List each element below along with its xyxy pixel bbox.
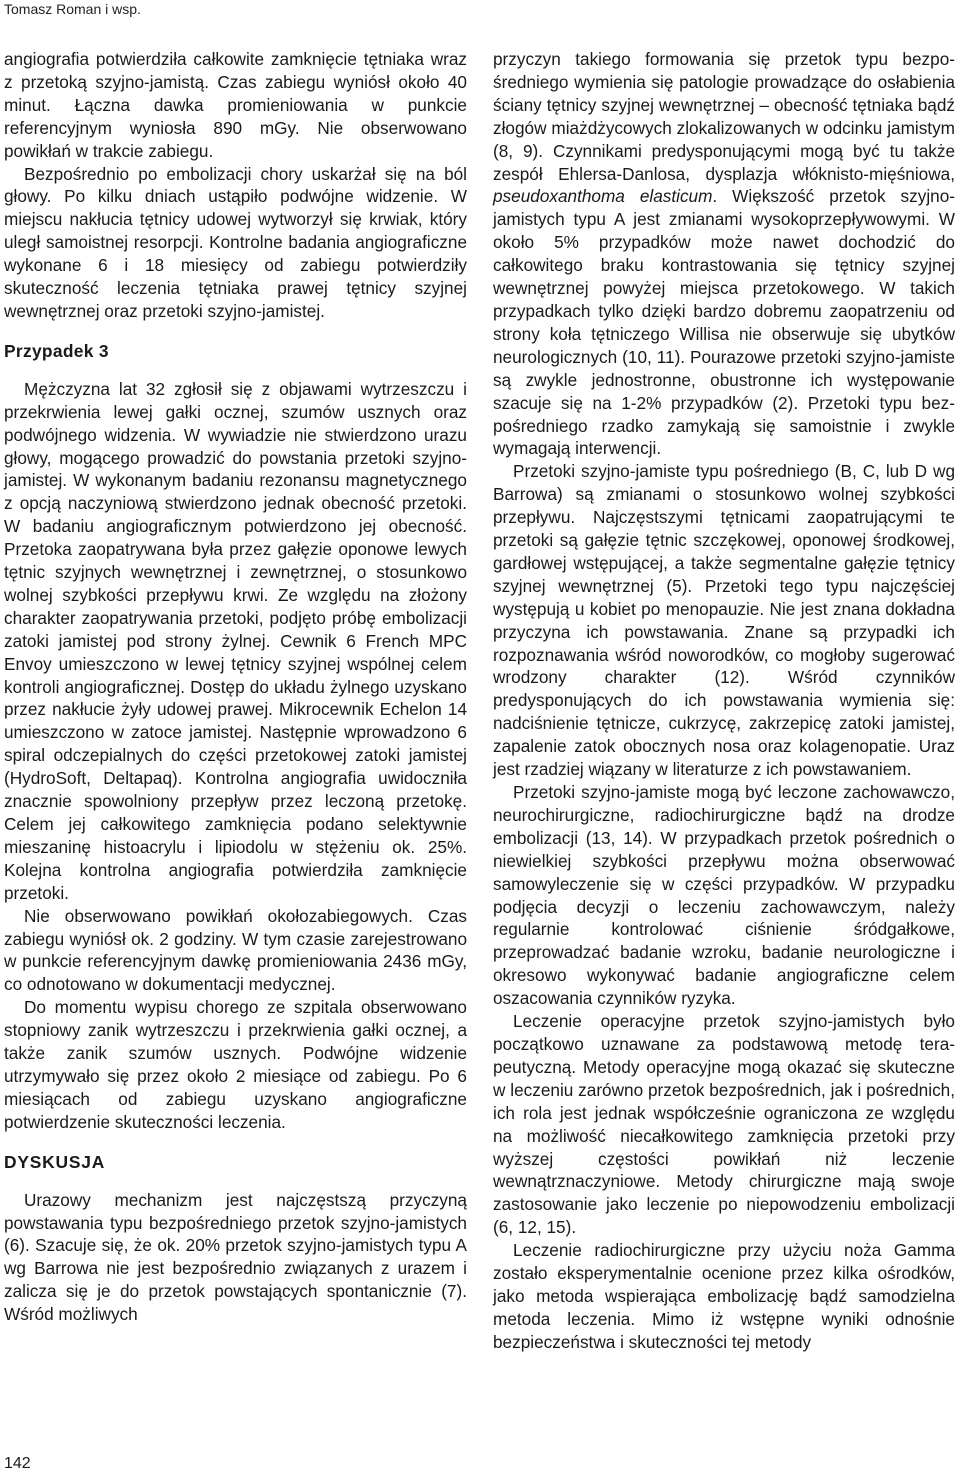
paragraph: Bezpośrednio po embolizacji chory uskarżał się na ból głowy. Po kilku dniach ustąpiło podwójne widzenie. W miejscu nakłucia tętnicy udowej wytworzył się krwiak, który uległ samoistnej resorpcji. Kontrolne badania angiograficzne wykonane 6 i 18 miesięcy od zabiegu potwierdziły skuteczność leczenia tętniaka prawej tętnicy szyjnej wewnętrznej oraz przetoki szyjno-jamistej. [4,163,467,321]
case-heading: Przypadek 3 [4,340,109,361]
right-column [493,48,955,1354]
paragraph: Do momentu wypisu chorego ze szpitala obserwowano stopniowy zanik wytrzeszczu i przekrwienia gałki ocznej, a także zanik szumów usznych. Podwójne widzenie utrzymywało się przez około 2 miesiące od zabiegu. Po 6 miesiącach od zabiegu uzyskano angiograficzne potwierdzenie skuteczności leczenia. [4,997,467,1132]
section-heading: DYSKUSJA [4,1151,106,1172]
paragraph: Przetoki szyjno-jamiste mogą być leczone zachowawczo, neurochirurgiczne, radiochirurgiczne bądź na drodze embolizacji (13, 14). W przypadkach przetok pośrednich o niewielkiej szybkości przepływu można obserwować samowyleczenie się w części przypadków. W przypadku podjęcia decyzji o leczeniu zachowawczym, należy regularnie kontrolować ciśnienie śródgałkowe, przeprowadzać badanie wzroku, badanie neurologiczne i okresowo wykonywać badanie angiograficzne celem oszacowania czynników ryzyka. [493,782,955,1009]
italic-term: pseudoxanthoma elasticum [493,186,713,207]
left-column [4,48,467,1326]
paragraph: Przetoki szyjno-jamiste typu pośredniego (B, C, lub D wg Barrowa) są zmianami o stosunkowo wolnej szybkości przepływu. Najczęstszymi tętnicami zaopatrującymi te przetoki są gałęzie tętnic szczękowej, oponowej środkowej, gardłowej wstępującej, a także segmentalne gałęzie tętnicy szyjnej wewnętrznej (5). Przetoki tego typu najczęściej występują u kobiet po menopauzie. Nie jest znana dokładna przyczyna ich powstawania. Znane są przypadki ich rozpoznawania wśród noworodków, co mogłoby sugerować wrodzony charakter (12). Wśród czynników predysponujących do ich powstawania wymienia się: nadciśnienie tętnicze, cukrzycę, zakrzepicę zatoki jamistej, zapalenie zatok obocznych nosa oraz kolagenopatie. Uraz jest rzadziej wiązany w literaturze z ich powstawaniem. [493,461,955,780]
running-head-authors: Tomasz Roman i wsp. [4,1,141,17]
paragraph: angiografia potwierdziła całkowite zamknięcie tętniaka wraz z przetoką szyjno-jamistą. Czas zabiegu wyniósł około 40 minut. Łączna dawka promieniowania w punkcie referencyjnym wyniosła 890 mGy. Nie obserwowano powikłań w trakcie zabiegu. [4,49,467,161]
paragraph: Leczenie radiochirurgiczne przy użyciu noża Gamma zostało eksperymentalnie ocenione przez kilka ośrodków, jako metoda wspierająca embolizację bądź samodzielna metoda leczenia. Mimo iż wstępne wyniki odnośnie bezpieczeństwa i skuteczności tej metody [493,1240,955,1352]
text-run: . Większość przetok szyjno-jamistych typu A jest zmianami wysokoprzepływowymi. W około 5% przypadków może nawet dochodzić do całkowitego braku kontrastowania się tętnicy szyjnej wewnętrznej powyżej miejsca przetokowego. W takich przypadkach tylko dzięki bardzo dobremu zaopatrzeniu od strony koła tętniczego Willisa nie obserwuje się ubytków neurologicznych (10, 11). Pourazowe przetoki szyjno-jamiste są zwykle jednostronne, obustronne ich występowanie szacuje się na 1-2% przypadków (2). Przetoki typu bezpośredniego rzadko zamykają się samoistnie i zwykle wymagają interwencji. [493,186,955,459]
paragraph: Mężczyzna lat 32 zgłosił się z objawami wytrzeszczu i przekrwienia lewej gałki ocznej, szumów usznych oraz podwójnego widzenia. W wywiadzie nie stwierdzono urazu głowy, mogącego prowadzić do powstania przetoki szyjno-jamistej. W wykonanym badaniu rezonansu magnetycznego z opcją naczyniową stwierdzono jednak obecność przetoki. W badaniu angiograficznym potwierdzono jej obecność. Przetoka zaopatrywana była przez gałęzie oponowe lewych tętnic szyjnych wewnętrznej i zewnętrznej, o stosunkowo wolnej szybkości przepływu krwi. Ze względu na złożony charakter zaopatrywania przetoki, podjęto próbę embolizacji zatoki jamistej pod strony żylnej. Cewnik 6 French MPC Envoy umieszczono w lewej tętnicy szyjnej wspólnej celem kontroli angiograficznej. Dostęp do układu żylnego uzyskano przez nakłucie żyły udowej prawej. Mikrocewnik Echelon 14 umieszczono w zatoce jamistej. Następnie wprowadzono 6 spiral odczepialnych do części przetokowej zatoki jamistej (HydroSoft, Deltapaq). Kontrolna angiografia uwidoczniła znacznie spowolniony przepływ przez leczoną przetokę. Celem jej całkowitego zamknięcia podano selektywnie mieszaninę histoacrylu i lipiodolu w stężeniu ok. 25%. Kolejna kontrolna angiografia potwierdziła zamknięcie przetoki. [4,378,467,903]
paragraph: Leczenie operacyjne przetok szyjno-jamistych było początkowo uznawane za podstawową metodę terapeutyczną. Metody operacyjne mogą okazać się skuteczne w leczeniu zarówno przetok bezpośrednich, jak i pośrednich, ich rola jest jednak współcześnie ograniczona ze względu na możliwość niecałkowitego zamknięcia przetoki przy wyższej częstości powikłań niż leczenie wewnątrznaczyniowe. Metody chirurgiczne mają swoje zastosowanie jako leczenie po niepowodzeniu embolizacji (6, 12, 15). [493,1011,955,1238]
page-number: 142 [4,1455,31,1472]
text-run: przyczyn takiego formowania się przetok typu bezpośredniego wymienia się patologie prowadzące do osłabienia ściany tętnicy szyjnej wewnętrznej – obecność tętniaka bądź złogów miażdżycowych zlokalizowanych w odcinku jamistym (8, 9). Czynnikami predysponującymi mogą być tu także zespół Ehlersa-Danlosa, dysplazja włóknisto-mięśniowa, [493,49,955,184]
paragraph: Urazowy mechanizm jest najczęstszą przyczyną powstawania typu bezpośredniego przetok szyjno-jamistych (6). Szacuje się, że ok. 20% przetok szyjno-jamistych typu A wg Barrowa nie jest bezpośrednio związanych z urazem i zalicza się je do przetok powstających spontanicznie (7). Wśród możliwych [4,1189,467,1325]
paragraph: Nie obserwowano powikłań okołozabiegowych. Czas zabiegu wyniósł ok. 2 godziny. W tym czasie zarejestrowano w punkcie referencyjnym dawkę promieniowania 2436 mGy, co odnotowano w dokumentacji medycznej. [4,905,467,995]
paragraph [493,48,955,460]
running-head [0,0,960,18]
